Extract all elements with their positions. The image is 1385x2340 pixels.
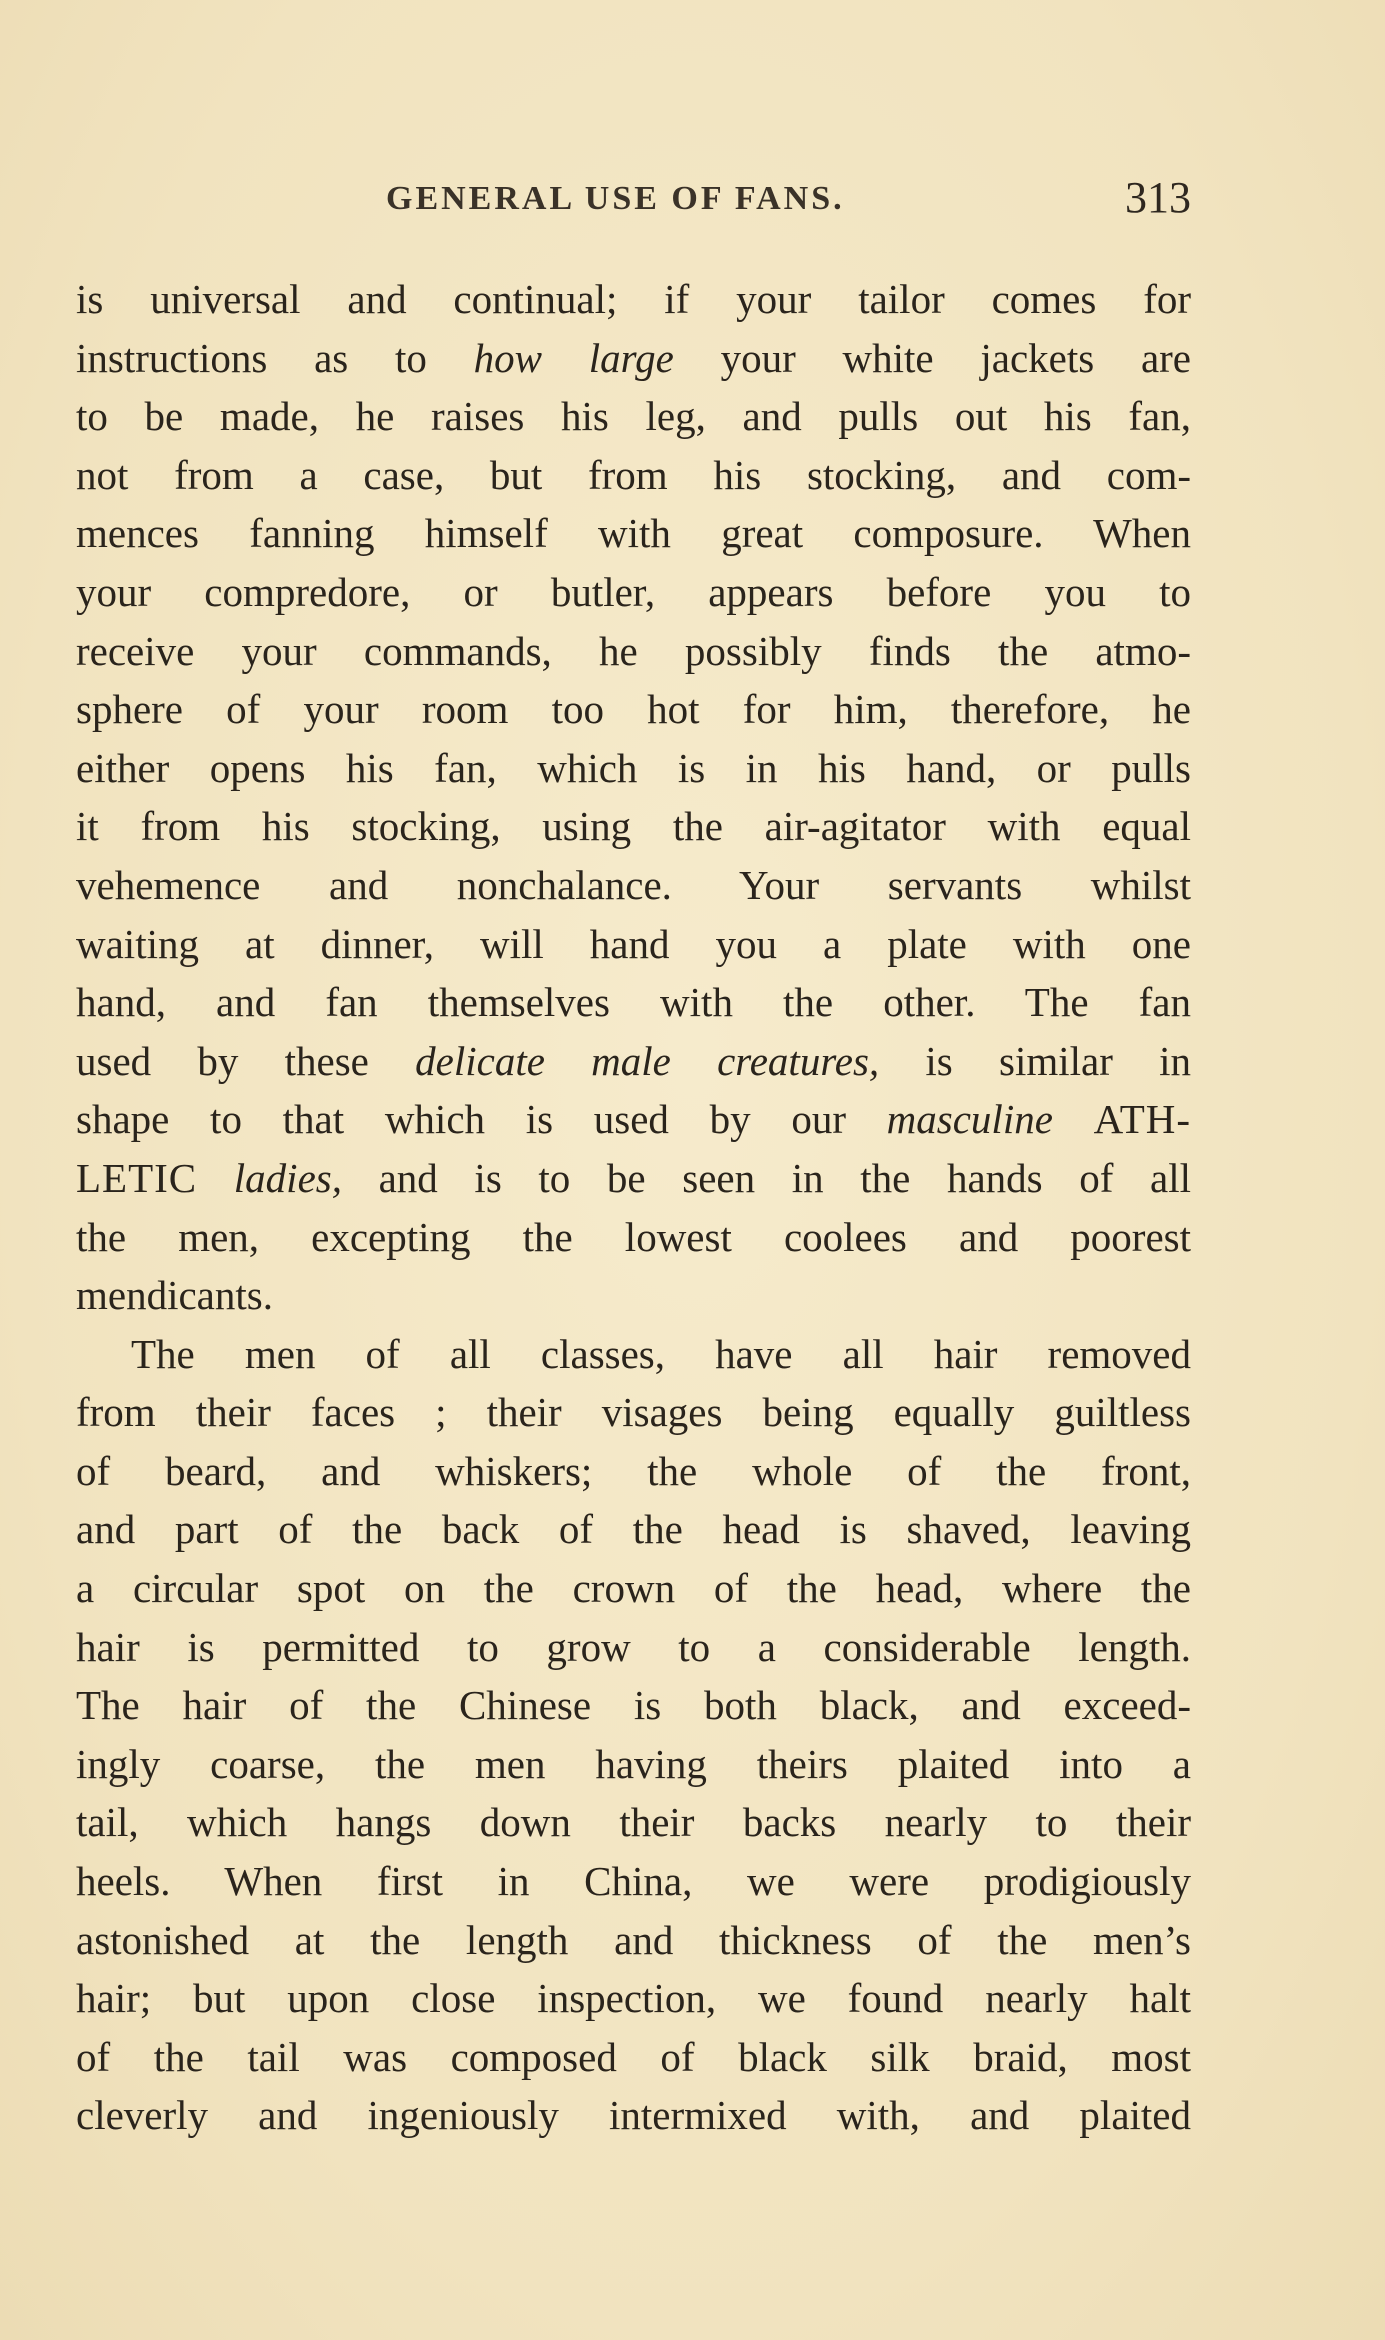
text-line bbox=[76, 739, 1191, 798]
text-line bbox=[76, 915, 1191, 974]
text-segment: is universal and continual; if your tailor comes for bbox=[76, 276, 1191, 322]
text-segment: your white jackets are bbox=[673, 334, 1191, 381]
text-segment: from their faces ; their visages being equally guiltless bbox=[76, 1389, 1191, 1436]
italic-text: how large bbox=[473, 334, 674, 381]
text-segment: to be made, he raises his leg, and pulls out his fan, bbox=[76, 393, 1191, 440]
text-line bbox=[76, 446, 1191, 505]
text-segment: heels. When first in China, we were prodigiously bbox=[76, 1858, 1191, 1905]
text-line bbox=[76, 1208, 1191, 1267]
text-segment: it from his stocking, using the air-agitator with equal bbox=[76, 803, 1191, 850]
italic-text: masculine bbox=[886, 1096, 1053, 1143]
text-line bbox=[76, 1383, 1191, 1442]
body-text bbox=[76, 270, 1191, 2145]
text-segment: cleverly and ingeniously intermixed with, and plaited bbox=[76, 2092, 1191, 2139]
italic-text: ladies, bbox=[233, 1154, 342, 1201]
text-line bbox=[76, 1676, 1191, 1735]
text-segment: not from a case, but from his stocking, and com- bbox=[76, 451, 1191, 498]
italic-text: delicate male creatures, bbox=[415, 1037, 880, 1084]
text-line bbox=[76, 1911, 1191, 1970]
text-segment bbox=[197, 1155, 234, 1201]
text-line bbox=[76, 1266, 1191, 1325]
text-segment: tail, which hangs down their backs nearly to their bbox=[76, 1799, 1191, 1846]
text-line bbox=[76, 504, 1191, 563]
text-segment: hair is permitted to grow to a considerable length. bbox=[76, 1623, 1191, 1670]
text-segment: hand, and fan themselves with the other. The fan bbox=[76, 979, 1191, 1026]
page-number: 313 bbox=[1125, 173, 1191, 222]
text-segment: vehemence and nonchalance. Your servants whilst bbox=[76, 861, 1191, 908]
text-segment: astonished at the length and thickness of the men’s bbox=[76, 1916, 1191, 1963]
text-segment: waiting at dinner, will hand you a plate with one bbox=[76, 920, 1191, 967]
text-segment: is similar in bbox=[879, 1037, 1191, 1084]
text-segment: shape to that which is used by our bbox=[76, 1096, 887, 1143]
text-segment: a circular spot on the crown of the head, where the bbox=[76, 1565, 1191, 1612]
text-segment: and part of the back of the head is shaved, leaving bbox=[76, 1506, 1191, 1553]
text-line bbox=[76, 1090, 1191, 1149]
text-line bbox=[76, 387, 1191, 446]
text-line bbox=[76, 1735, 1191, 1794]
text-line bbox=[76, 1793, 1191, 1852]
text-line bbox=[76, 680, 1191, 739]
text-line bbox=[76, 1149, 1191, 1208]
text-line bbox=[76, 329, 1191, 388]
text-segment: receive your commands, he possibly finds the atmo- bbox=[76, 627, 1191, 674]
text-segment: instructions as to bbox=[76, 334, 474, 381]
text-segment: hair; but upon close inspection, we found nearly halt bbox=[76, 1975, 1191, 2022]
text-line bbox=[76, 1969, 1191, 2028]
text-segment: either opens his fan, which is in his hand, or pulls bbox=[76, 744, 1191, 791]
text-segment: ingly coarse, the men having theirs plaited into a bbox=[76, 1740, 1191, 1787]
text-line bbox=[76, 2028, 1191, 2087]
small-caps-text: LETIC bbox=[76, 1154, 198, 1201]
text-segment: mendicants. bbox=[76, 1272, 273, 1319]
text-line bbox=[76, 797, 1191, 856]
text-segment: The men of all classes, have all hair removed bbox=[131, 1330, 1191, 1377]
text-segment: your compredore, or butler, appears before you to bbox=[76, 568, 1191, 615]
running-title: GENERAL USE OF FANS. bbox=[386, 180, 845, 217]
text-line bbox=[76, 2086, 1191, 2145]
text-segment: mences fanning himself with great composure. When bbox=[76, 510, 1191, 557]
text-line bbox=[76, 856, 1191, 915]
text-segment: The hair of the Chinese is both black, and exceed- bbox=[76, 1682, 1191, 1729]
text-line bbox=[76, 1559, 1191, 1618]
text-line bbox=[76, 1325, 1191, 1384]
text-segment: and is to be seen in the hands of all bbox=[341, 1154, 1191, 1201]
text-line bbox=[76, 563, 1191, 622]
text-line bbox=[76, 973, 1191, 1032]
text-segment: sphere of your room too hot for him, therefore, he bbox=[76, 686, 1191, 733]
running-head bbox=[76, 172, 1191, 232]
text-segment: used by these bbox=[76, 1037, 416, 1084]
text-line bbox=[76, 1618, 1191, 1677]
text-segment bbox=[1053, 1096, 1094, 1142]
text-segment: of beard, and whiskers; the whole of the front, bbox=[76, 1447, 1191, 1494]
text-line bbox=[76, 1500, 1191, 1559]
text-line bbox=[76, 270, 1191, 329]
text-line bbox=[76, 1032, 1191, 1091]
text-segment: the men, excepting the lowest coolees and poorest bbox=[76, 1213, 1191, 1260]
text-line bbox=[76, 622, 1191, 681]
text-segment: of the tail was composed of black silk braid, most bbox=[76, 2033, 1191, 2080]
text-line bbox=[76, 1442, 1191, 1501]
small-caps-text: ATH- bbox=[1093, 1096, 1191, 1143]
text-line bbox=[76, 1852, 1191, 1911]
